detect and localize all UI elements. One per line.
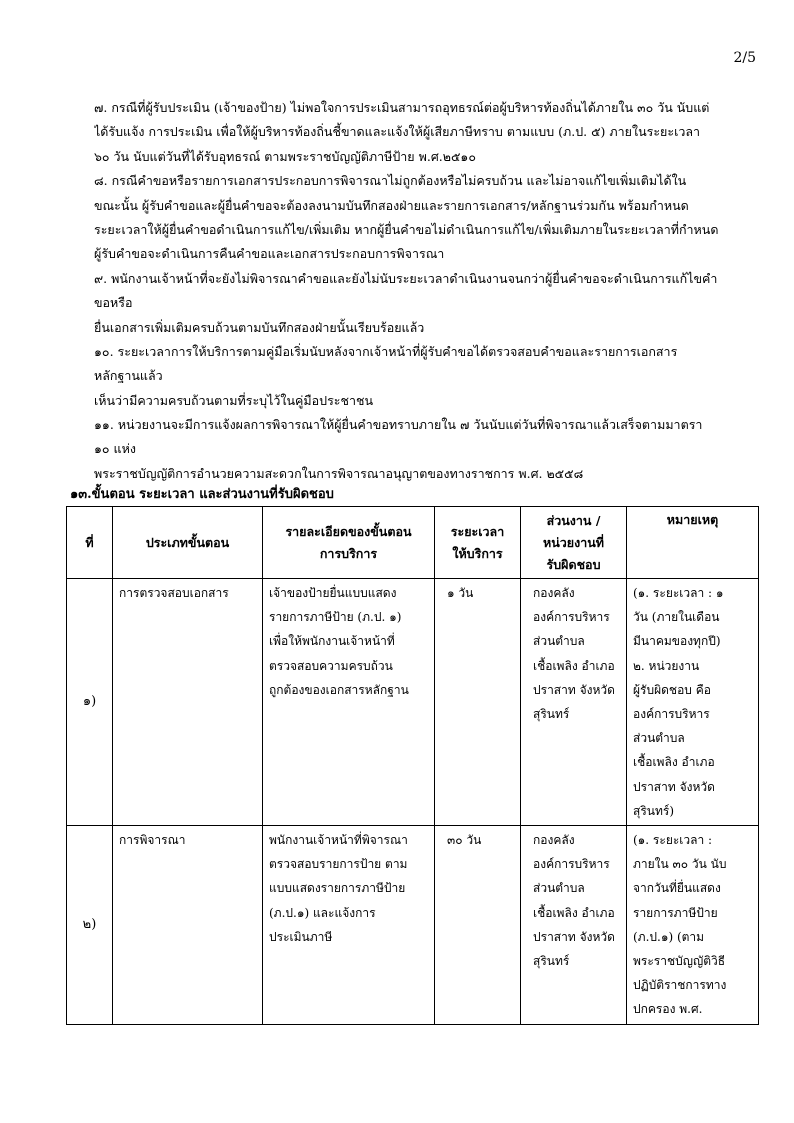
cell-line: ปราสาท จังหวัด bbox=[633, 779, 715, 794]
cell-line: (ภ.ป.๑) และแจ้งการ bbox=[269, 905, 376, 920]
row-step-type: การพิจารณา bbox=[113, 826, 263, 1025]
cell-line: ปราสาท จังหวัด bbox=[533, 929, 615, 944]
header-no: ที่ bbox=[67, 507, 113, 579]
cell-line: เพื่อให้พนักงานเจ้าหน้าที่ bbox=[269, 634, 395, 649]
cell-line: ส่วนตำบล bbox=[633, 731, 685, 746]
cell-line: ปกครอง พ.ศ. bbox=[633, 1002, 703, 1017]
condition-line: ๖๐ วัน นับแต่วันที่ได้รับอุทธรณ์ ตามพระราชบัญญัติภาษีป้าย พ.ศ.๒๕๑๐ bbox=[94, 148, 476, 164]
header-line: รายละเอียดของขั้นตอน bbox=[285, 523, 412, 539]
cell-line: กองคลัง bbox=[533, 833, 575, 848]
cell-line: รายการภาษีป้าย bbox=[633, 905, 718, 920]
cell-line: เชื้อเพลิง อำเภอ bbox=[533, 905, 615, 920]
row-duration: ๑ วัน bbox=[435, 579, 521, 826]
header-line: หน่วยงานที่ bbox=[542, 534, 605, 550]
cell-line: (๑. ระยะเวลา : ๑ bbox=[633, 586, 724, 600]
cell-line: ตรวจสอบความครบถ้วน bbox=[269, 658, 393, 673]
condition-line: หลักฐานแล้ว bbox=[94, 368, 163, 384]
condition-line: ได้รับแจ้ง การประเมิน เพื่อให้ผู้บริหารท้องถิ่นชี้ขาดและแจ้งให้ผู้เสียภาษีทราบ ตามแบบ (ภ.ป. ๕) ภายในระยะเวลา bbox=[94, 124, 701, 140]
page-number: 2/5 bbox=[733, 50, 756, 66]
condition-line: ๑๐. ระยะเวลาการให้บริการตามคู่มือเริ่มนับหลังจากเจ้าหน้าที่ผู้รับคำขอได้ตรวจสอบคำขอและรายการเอกสาร bbox=[94, 343, 678, 359]
condition-line: ๙. พนักงานเจ้าหน้าที่จะยังไม่พิจารณาคำขอและยังไม่นับระยะเวลาดำเนินงานจนกว่าผู้ยื่นคำขอจะดำเนินการแก้ไขคำ bbox=[94, 270, 718, 286]
section-heading: ๑๓.ขั้นตอน ระยะเวลา และส่วนงานที่รับผิดชอบ bbox=[70, 487, 334, 502]
cell-line: ๒. หน่วยงาน bbox=[633, 658, 700, 673]
table-row bbox=[67, 579, 759, 826]
cell-line: ถูกต้องของเอกสารหลักฐาน bbox=[269, 682, 409, 697]
header-line: การบริการ bbox=[319, 545, 378, 561]
cell-line: ส่วนตำบล bbox=[533, 634, 585, 649]
cell-line: เชื้อเพลิง อำเภอ bbox=[633, 755, 715, 770]
row-step-detail bbox=[263, 579, 435, 826]
row-step-detail bbox=[263, 826, 435, 1025]
table-header-row bbox=[67, 507, 759, 579]
condition-line: ขอหรือ bbox=[94, 295, 133, 311]
steps-table bbox=[66, 506, 759, 1025]
condition-line: ๑๑. หน่วยงานจะมีการแจ้งผลการพิจารณาให้ผู้ยื่นคำขอทราบภายใน ๗ วันนับแต่วันที่พิจารณาแล้วเสร็จตามมาตรา bbox=[94, 417, 703, 433]
cell-line: รายการภาษีป้าย (ภ.ป. ๑) bbox=[269, 610, 402, 625]
condition-line: ยื่นเอกสารเพิ่มเติมครบถ้วนตามบันทึกสองฝ่ายนั้นเรียบร้อยแล้ว bbox=[94, 319, 425, 335]
cell-line: ตรวจสอบรายการป้าย ตาม bbox=[269, 857, 408, 872]
header-step-type: ประเภทขั้นตอน bbox=[113, 507, 263, 579]
cell-line: กองคลัง bbox=[533, 586, 575, 600]
row-number: ๒) bbox=[67, 826, 113, 1025]
cell-line: เจ้าของป้ายยื่นแบบแสดง bbox=[269, 586, 397, 600]
condition-line: ขณะนั้น ผู้รับคำขอและผู้ยื่นคำขอจะต้องลงนามบันทึกสองฝ่ายและรายการเอกสาร/หลักฐานร่วมกัน พร้อมกำหนด bbox=[94, 197, 689, 213]
cell-line: องค์การบริหาร bbox=[633, 707, 710, 722]
condition-line: พระราชบัญญัติการอำนวยความสะดวกในการพิจารณาอนุญาตของทางราชการ พ.ศ. ๒๕๕๘ bbox=[94, 465, 584, 481]
header-note: หมายเหตุ bbox=[627, 507, 759, 579]
cell-line: ภายใน ๓๐ วัน นับ bbox=[633, 857, 727, 872]
table-row bbox=[67, 826, 759, 1025]
cell-line: องค์การบริหาร bbox=[533, 610, 610, 625]
cell-line: มีนาคมของทุกปี) bbox=[633, 634, 721, 649]
cell-line: ปราสาท จังหวัด bbox=[533, 682, 615, 697]
condition-line: เห็นว่ามีความครบถ้วนตามที่ระบุไว้ในคู่มือประชาชน bbox=[94, 392, 374, 408]
cell-line: ผู้รับผิดชอบ คือ bbox=[633, 682, 711, 697]
row-note bbox=[627, 826, 759, 1025]
cell-line: จากวันที่ยื่นแสดง bbox=[633, 881, 721, 896]
cell-line: ประเมินภาษี bbox=[269, 929, 333, 944]
header-duration bbox=[435, 507, 521, 579]
header-line: รับผิดชอบ bbox=[546, 556, 601, 572]
cell-line: องค์การบริหาร bbox=[533, 857, 610, 872]
row-note bbox=[627, 579, 759, 826]
row-number: ๑) bbox=[67, 579, 113, 826]
cell-line: เชื้อเพลิง อำเภอ bbox=[533, 658, 615, 673]
condition-line: ๗. กรณีที่ผู้รับประเมิน (เจ้าของป้าย) ไม่พอใจการประเมินสามารถอุทธรณ์ต่อผู้บริหารท้องถิ่นได้ภายใน ๓๐ วัน นับแต่ bbox=[94, 100, 710, 115]
conditions-text bbox=[94, 96, 770, 486]
cell-line: แบบแสดงรายการภาษีป้าย bbox=[269, 881, 406, 896]
row-duration: ๓๐ วัน bbox=[435, 826, 521, 1025]
header-line: ระยะเวลา bbox=[450, 523, 505, 539]
cell-line: วัน (ภายในเดือน bbox=[633, 610, 720, 625]
header-line: ให้บริการ bbox=[452, 545, 503, 561]
cell-line: ส่วนตำบล bbox=[533, 881, 585, 896]
row-agency bbox=[521, 826, 627, 1025]
cell-line: สุรินทร์) bbox=[633, 803, 675, 818]
cell-line: (ภ.ป.๑) (ตาม bbox=[633, 929, 705, 944]
cell-line: พระราชบัญญัติวิธี bbox=[633, 954, 726, 969]
header-agency bbox=[521, 507, 627, 579]
condition-line: ระยะเวลาให้ผู้ยื่นคำขอดำเนินการแก้ไข/เพิ่มเติม หากผู้ยื่นคำขอไม่ดำเนินการแก้ไข/เพิ่มเติมภายในระยะเวลาที่กำหนด bbox=[94, 221, 719, 237]
cell-line: สุรินทร์ bbox=[533, 707, 570, 722]
cell-line: สุรินทร์ bbox=[533, 954, 570, 969]
cell-line: (๑. ระยะเวลา : bbox=[633, 833, 713, 848]
condition-line: ผู้รับคำขอจะดำเนินการคืนคำขอและเอกสารประกอบการพิจารณา bbox=[94, 246, 445, 262]
cell-line: ปฏิบัติราชการทาง bbox=[633, 978, 727, 993]
row-agency bbox=[521, 579, 627, 826]
header-line: ส่วนงาน / bbox=[546, 512, 601, 528]
header-step-detail bbox=[263, 507, 435, 579]
row-step-type: การตรวจสอบเอกสาร bbox=[113, 579, 263, 826]
cell-line: พนักงานเจ้าหน้าที่พิจารณา bbox=[269, 833, 408, 848]
condition-line: ๑๐ แห่ง bbox=[94, 441, 136, 457]
condition-line: ๘. กรณีคำขอหรือรายการเอกสารประกอบการพิจารณาไม่ถูกต้องหรือไม่ครบถ้วน และไม่อาจแก้ไขเพิ่มเติมได้ใน bbox=[94, 173, 687, 189]
